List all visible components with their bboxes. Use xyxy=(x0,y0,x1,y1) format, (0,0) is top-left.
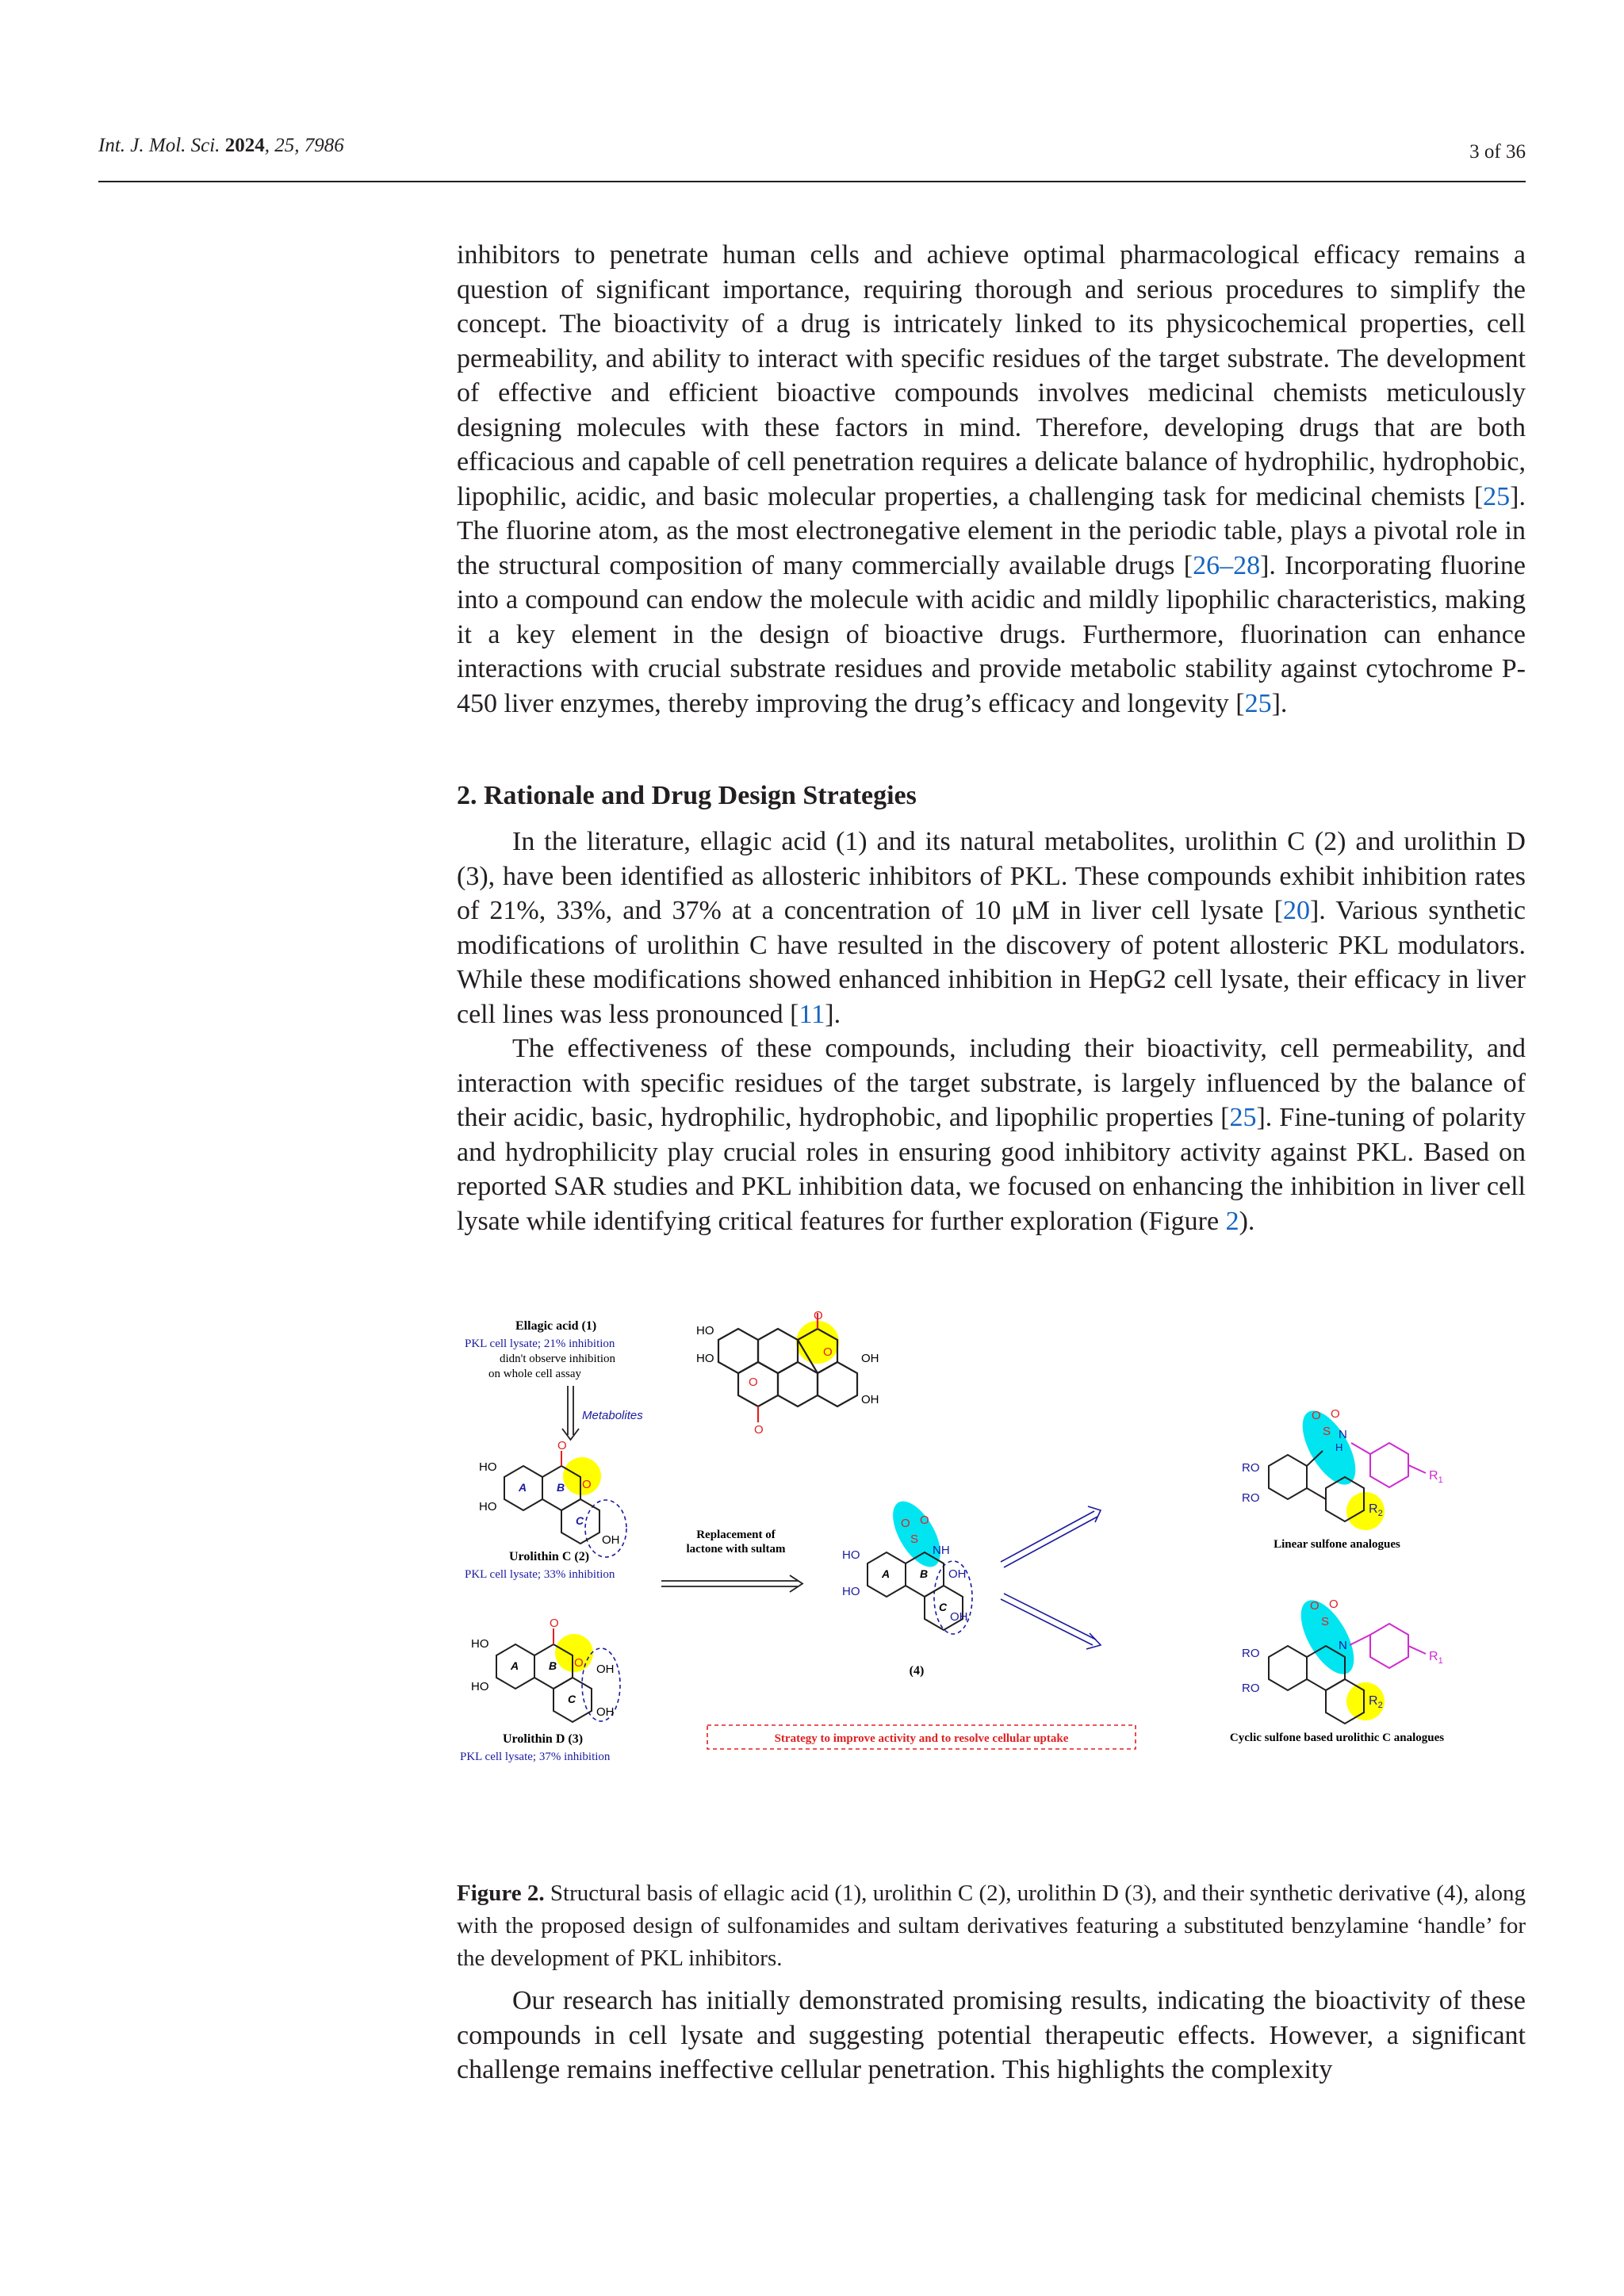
atom-label: O xyxy=(901,1517,910,1530)
atom-label: O xyxy=(754,1423,764,1437)
atom-label: O xyxy=(1312,1409,1321,1422)
ellagic-acid-note: on whole cell assay xyxy=(488,1368,582,1380)
citation-link[interactable]: 26–28 xyxy=(1193,550,1261,580)
ring-label: B xyxy=(920,1567,929,1580)
atom-label: HO xyxy=(696,1352,714,1365)
atom-label: HO xyxy=(842,1585,860,1598)
page-header xyxy=(98,135,1526,166)
ring-label: C xyxy=(568,1693,576,1705)
citation-link[interactable]: 11 xyxy=(799,999,825,1029)
atom-label: NH xyxy=(933,1544,950,1557)
atom-label: RO xyxy=(1242,1682,1260,1695)
figure-caption xyxy=(457,1877,1526,1975)
atom-label: O xyxy=(1310,1599,1320,1613)
cyclic-analogues-label: Cyclic sulfone based urolithic C analogues xyxy=(1229,1732,1445,1744)
atom-label: HO xyxy=(471,1637,489,1651)
compound-4-label: (4) xyxy=(909,1664,925,1678)
urolithin-d-inhibition: PKL cell lysate; 37% inhibition xyxy=(460,1751,611,1763)
atom-label: HO xyxy=(842,1548,860,1562)
atom-label: O xyxy=(574,1656,584,1670)
atom-label: HO xyxy=(696,1324,714,1337)
atom-label: OH xyxy=(950,1610,968,1624)
atom-label: O xyxy=(920,1513,929,1527)
paragraph-4: Our research has initially demonstrated promising results, indicating the bioactivity of these compounds in cell lysate and suggesting potential therapeutic effects. However, a significant challenge remains ineffective cellular penetration. This highlights the complexity xyxy=(457,1986,1526,2084)
paragraph-1: inhibitors to penetrate human cells and achieve optimal pharmacological efficacy remains a question of significant importance, requiring thorough and serious procedures to simplify the concept. The bioactivity of a drug is intricately linked to its physicochemical properties, cell permeability, and ability to interact with specific residues of the target substrate. The development of effective and efficient bioactive compounds involves medicinal chemists meticulously designing molecules with these factors in mind. Therefore, developing drugs that are both efficacious and capable of cell penetration requires a delicate balance of hydrophilic, hydrophobic, lipophilic, acidic, and basic molecular properties, a challenging task for medicinal chemists [25]. The fluorine atom, as the most electronegative element in the periodic table, plays a pivotal role in the structural composition of many commercially available drugs [26–28]. Incorporating fluorine into a compound can endow the molecule with acidic and mildly lipophilic characteristics, making it a key element in the design of bioactive drugs. Furthermore, fluorination can enhance interactions with crucial substrate residues and provide metabolic stability against cytochrome P-450 liver enzymes, thereby improving the drug’s efficacy and longevity [25]. xyxy=(457,240,1526,718)
r2-label: $R_2$ xyxy=(1369,1502,1383,1518)
caption-label: Figure 2. xyxy=(457,1881,545,1906)
citation-link[interactable]: 25 xyxy=(1483,481,1511,511)
diverging-arrows xyxy=(1001,1506,1101,1649)
atom-label: HO xyxy=(479,1460,497,1474)
highlight-cyan xyxy=(1290,1592,1365,1682)
linear-analogues-label: Linear sulfone analogues xyxy=(1274,1538,1400,1551)
atom-label: HO xyxy=(471,1680,489,1693)
highlight-cyan xyxy=(1292,1402,1366,1493)
ellagic-acid-inhibition: PKL cell lysate; 21% inhibition xyxy=(465,1337,615,1350)
atom-label: HO xyxy=(479,1500,497,1513)
atom-label: S xyxy=(1321,1615,1330,1628)
atom-label: O xyxy=(550,1617,559,1630)
atom-label: S xyxy=(910,1533,919,1546)
figure-2-scheme xyxy=(457,1308,1526,1863)
atom-label: N xyxy=(1339,1428,1347,1441)
ring-label: C xyxy=(576,1514,584,1527)
urolithin-c-title: Urolithin C (2) xyxy=(509,1550,590,1563)
atom-label: N xyxy=(1339,1639,1347,1652)
section-heading: 2. Rationale and Drug Design Strategies xyxy=(457,781,917,810)
metabolites-label: Metabolites xyxy=(582,1409,643,1422)
ellagic-acid-title: Ellagic acid (1) xyxy=(515,1319,597,1333)
atom-label: H xyxy=(1335,1441,1343,1453)
ring-label: C xyxy=(939,1601,948,1613)
citation-link[interactable]: 25 xyxy=(1229,1103,1257,1132)
atom-label: OH xyxy=(602,1533,620,1547)
body-text-2 xyxy=(457,825,1526,1238)
ring-label: A xyxy=(519,1481,527,1494)
header-rule xyxy=(98,181,1526,182)
highlight-dashed xyxy=(585,1500,626,1557)
page-number: 3 of 36 xyxy=(1469,141,1526,163)
ring-label: B xyxy=(549,1659,557,1672)
atom-label: O xyxy=(814,1309,823,1322)
atom-label: RO xyxy=(1242,1491,1260,1505)
figure-2 xyxy=(457,1308,1526,1863)
body-text-3 xyxy=(457,1984,1526,2087)
strategy-label: Strategy to improve activity and to resolve cellular uptake xyxy=(774,1732,1069,1745)
r1-label: $R_1$ xyxy=(1429,1469,1443,1485)
ellagic-acid-note: didn't observe inhibition xyxy=(500,1353,616,1365)
paragraph-2: In the literature, ellagic acid (1) and its natural metabolites, urolithin C (2) and urolithin D (3), have been identified as allosteric inhibitors of PKL. These compounds exhibit inhibition rates of 21%, 33%, and 37% at a concentration of 10 μM in liver cell lysate [20]. Various synthetic modifications of urolithin C have resulted in the discovery of potent allosteric PKL modulators. While these modifications showed enhanced inhibition in HepG2 cell lysate, their efficacy in liver cell lines was less pronounced [11]. xyxy=(457,827,1526,1029)
ring-label: B xyxy=(557,1481,565,1494)
metabolites-arrow xyxy=(562,1386,579,1440)
atom-label: O xyxy=(557,1439,567,1452)
body-text-1 xyxy=(457,238,1526,721)
atom-label: O xyxy=(1329,1598,1339,1611)
atom-label: O xyxy=(1331,1407,1340,1421)
atom-label: OH xyxy=(596,1663,615,1676)
citation-link[interactable]: 20 xyxy=(1282,896,1310,925)
urolithin-d-title: Urolithin D (3) xyxy=(503,1732,584,1746)
paragraph-3: The effectiveness of these compounds, including their bioactivity, cell permeability, and interaction with specific residues of the target substrate, is largely influenced by the balance of their acidic, basic, hydrophilic, hydrophobic, and lipophilic properties [25]. Fine-tuning of polarity and hydrophilicity play crucial roles in ensuring good inhibitory activity against PKL. Based on reported SAR studies and PKL inhibition data, we focused on enhancing the inhibition in liver cell lysate while identifying critical features for further exploration (Figure 2). xyxy=(457,1034,1526,1236)
replacement-arrow xyxy=(661,1575,802,1592)
atom-label: O xyxy=(823,1345,833,1359)
atom-label: O xyxy=(749,1376,758,1389)
atom-label: RO xyxy=(1242,1461,1260,1475)
atom-label: RO xyxy=(1242,1647,1260,1660)
atom-label: OH xyxy=(948,1567,967,1581)
urolithin-c-inhibition: PKL cell lysate; 33% inhibition xyxy=(465,1568,615,1581)
replacement-label: Replacement of xyxy=(696,1529,776,1541)
ring-label: A xyxy=(511,1659,519,1672)
journal-citation: Int. J. Mol. Sci. 2024, 25, 7986 xyxy=(98,135,344,156)
caption-text: Structural basis of ellagic acid (1), urolithin C (2), urolithin D (3), and their synthetic derivative (4), along with the proposed design of sulfonamides and sultam derivatives featuring a substituted benzylamine ‘handle’ for the development of PKL inhibitors. xyxy=(457,1881,1526,1971)
atom-label: S xyxy=(1323,1425,1331,1438)
r2-label: $R_2$ xyxy=(1369,1694,1383,1710)
figure-link[interactable]: 2 xyxy=(1225,1206,1239,1236)
ring-label: A xyxy=(882,1567,891,1580)
r1-label: $R_1$ xyxy=(1429,1650,1443,1666)
citation-link[interactable]: 25 xyxy=(1244,688,1272,718)
atom-label: O xyxy=(582,1478,592,1491)
atom-label: OH xyxy=(861,1393,879,1406)
atom-label: OH xyxy=(596,1705,615,1719)
atom-label: OH xyxy=(861,1352,879,1365)
replacement-label: lactone with sultam xyxy=(686,1543,786,1556)
